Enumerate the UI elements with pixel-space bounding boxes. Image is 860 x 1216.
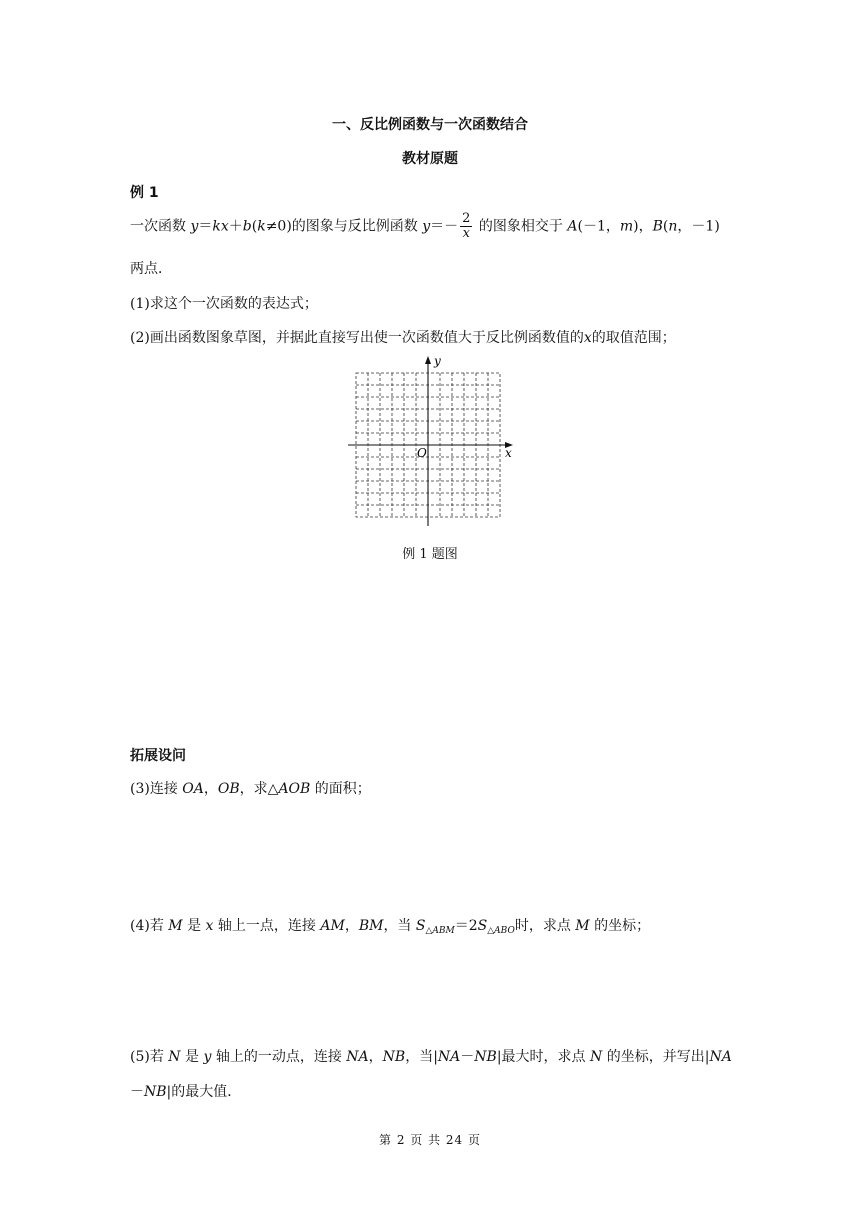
coordinate-grid-figure xyxy=(343,353,523,533)
question-3: (3)连接 OA，OB，求△AOB 的面积； xyxy=(130,781,371,797)
fraction-2-over-x: $\frac{2}{x}$ xyxy=(462,211,471,241)
problem-statement-line2: 两点． xyxy=(130,261,172,277)
y-axis-label: y xyxy=(434,354,441,368)
question-5-line2: －NB|的最大值． xyxy=(130,1084,242,1100)
figure-caption: 例 1 题图 xyxy=(402,547,458,562)
page-footer: 第 2 页 共 24 页 xyxy=(379,1133,481,1147)
y-axis-arrow xyxy=(425,356,431,364)
subsection-title: 教材原题 xyxy=(402,151,458,167)
question-5-line1: (5)若 N 是 y 轴上的一动点，连接 NA，NB，当|NA－NB|最大时，求点 N 的坐标，并写出|NA xyxy=(130,1049,732,1065)
extension-title: 拓展设问 xyxy=(130,748,186,764)
origin-label: O xyxy=(417,446,427,460)
question-2: (2)画出函数图象草图，并据此直接写出使一次函数值大于反比例函数值的x的取值范围； xyxy=(130,330,676,346)
problem-statement-line1: 一次函数 y＝kx＋b(k≠0)的图象与反比例函数 y＝－ $\frac{2}{x}$ 的图象相交于 A(－1，m)，B(n，－1) xyxy=(130,211,720,241)
question-1: (1)求这个一次函数的表达式； xyxy=(130,296,318,312)
question-4: (4)若 M 是 x 轴上一点，连接 AM，BM，当 $S_{\triangle ABM}=2S_{\triangle ABO}$时，求点 M 的坐标； xyxy=(130,918,651,936)
x-axis-label: x xyxy=(505,446,512,460)
example-label: 例 1 xyxy=(130,185,159,201)
section-title: 一、反比例函数与一次函数结合 xyxy=(332,117,528,133)
